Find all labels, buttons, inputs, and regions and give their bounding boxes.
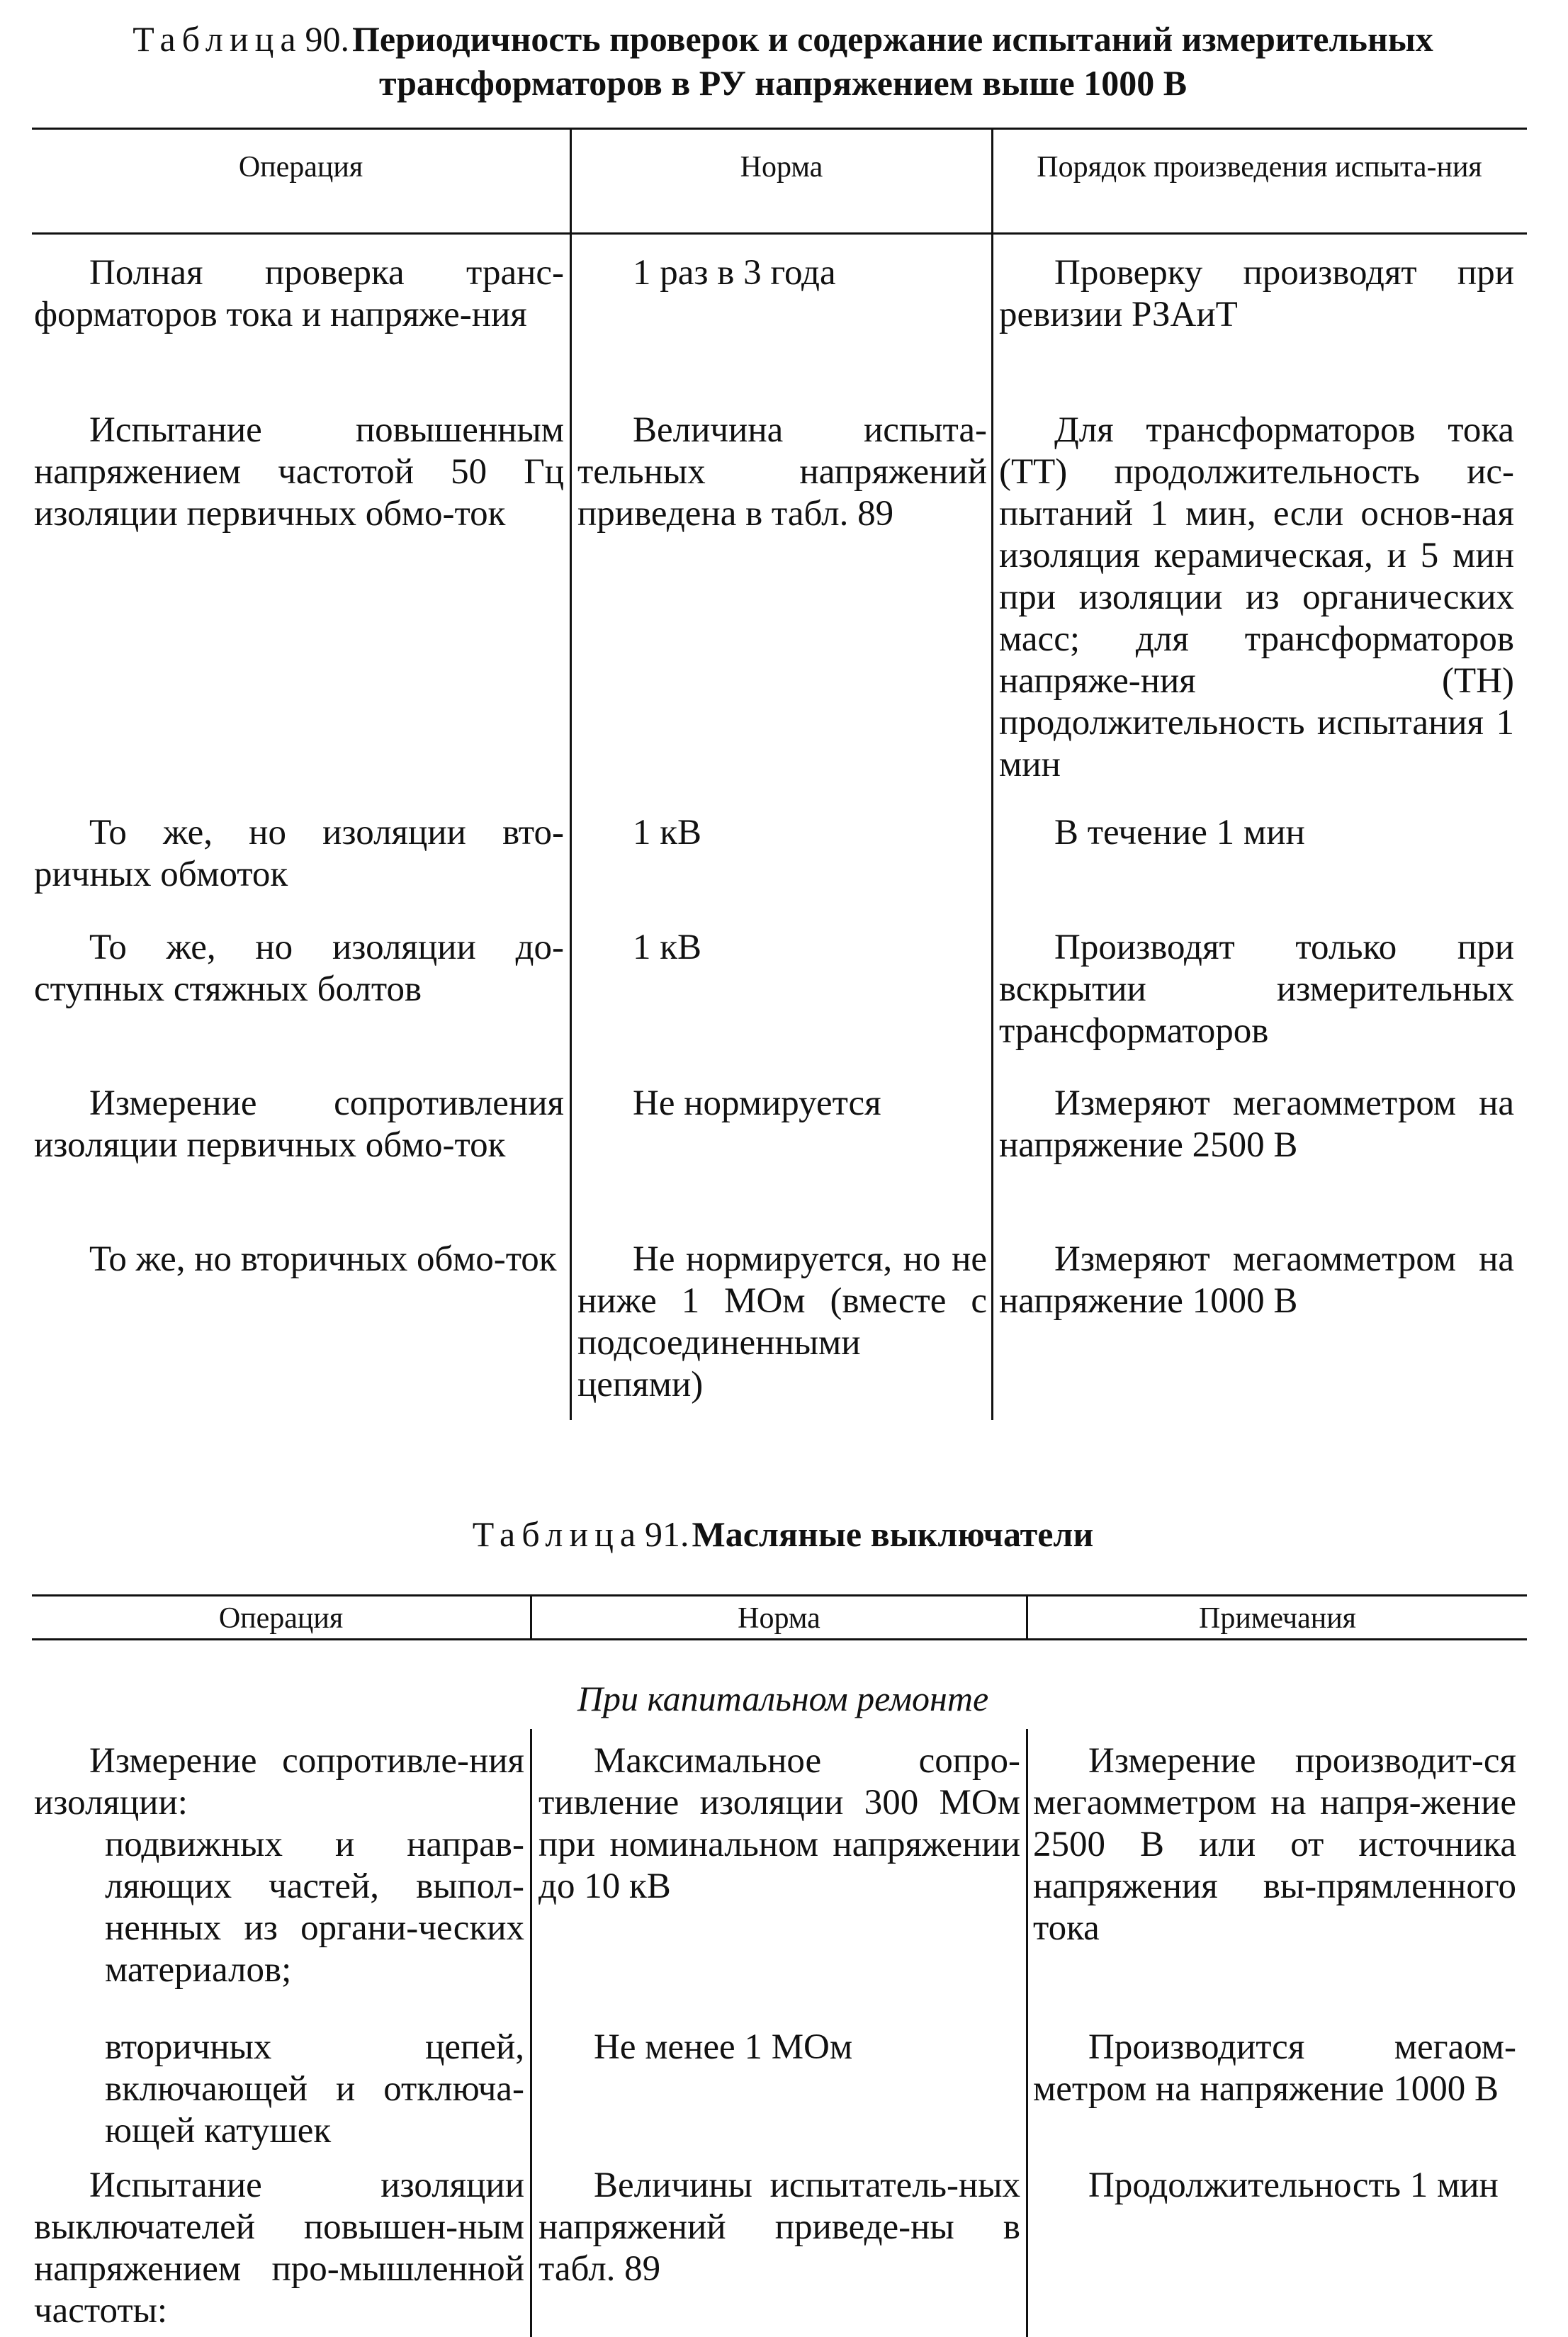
table-91-row3-notes: Продолжительность 1 мин bbox=[1088, 2166, 1499, 2205]
table-90-row3-norm: 1 кВ bbox=[633, 813, 702, 852]
table-90-row4-operation: То же, но изоляции до-ступных стяжных болтов bbox=[34, 928, 564, 1009]
table-91-header-notes: Примечания bbox=[1198, 1602, 1357, 1635]
table-91-title: Масляные выключатели bbox=[692, 1514, 1094, 1554]
table-91-header-operation: Операция bbox=[218, 1602, 344, 1635]
table-90-header-rule bbox=[32, 232, 1527, 235]
table-90-header-norm: Норма bbox=[740, 151, 823, 184]
table-90-row5-operation: Измерение сопротивления изоляции первичных обмо-ток bbox=[34, 1083, 564, 1165]
table-91-col-divider-1 bbox=[530, 1729, 532, 2337]
table-91-header-norm: Норма bbox=[738, 1602, 820, 1635]
table-90-row6-procedure: Измеряют мегаомметром на напряжение 1000 В bbox=[999, 1239, 1514, 1321]
table-90-col-divider-1 bbox=[570, 129, 572, 1420]
table-90-header-operation: Операция bbox=[238, 151, 363, 184]
table-90-row4-procedure: Производят только при вскрытии измерительных трансформаторов bbox=[999, 928, 1514, 1051]
table-91-row3-norm: Величины испытатель-ных напряжений приведе-ны в табл. 89 bbox=[538, 2166, 1020, 2289]
table-90-prefix: Таблица bbox=[132, 19, 303, 59]
table-90-row6-norm: Не нормируется, но не ниже 1 МОм (вместе с подсоединенными цепями) bbox=[577, 1239, 987, 1404]
table-90-row1-procedure: Проверку производят при ревизии РЗАиТ bbox=[999, 253, 1514, 334]
table-91-row2-operation: вторичных цепей, включающей и отключа-ющей катушек bbox=[105, 2027, 524, 2151]
table-91-prefix: Таблица bbox=[472, 1514, 643, 1554]
table-90-row5-norm: Не нормируется bbox=[633, 1083, 881, 1123]
table-90-col-divider-2 bbox=[991, 129, 993, 1420]
table-90-top-rule bbox=[32, 128, 1527, 130]
table-90-row3-procedure: В течение 1 мин bbox=[1054, 813, 1305, 852]
table-91-row1-notes: Измерение производит-ся мегаомметром на напря-жение 2500 В или от источника напряжения вы-прямленного тока bbox=[1033, 1741, 1516, 1948]
table-90-title-line2: трансформаторов в РУ напряжением выше 1000 В bbox=[378, 63, 1188, 103]
table-90-row2-operation: Испытание повышенным напряжением частотой 50 Гц изоляции первичных обмо-ток bbox=[34, 410, 564, 534]
table-91-caption bbox=[28, 1515, 1538, 1554]
table-90-row6-operation: То же, но вторичных обмо-ток bbox=[89, 1239, 557, 1279]
table-90-header-procedure: Порядок произведения испыта-ния bbox=[1037, 151, 1482, 184]
table-91-row1-operation-intro: Измерение сопротивле-ния изоляции: bbox=[34, 1741, 524, 1823]
table-91-row2-norm: Не менее 1 МОм bbox=[594, 2027, 853, 2067]
table-91-col-divider-2 bbox=[1026, 1729, 1028, 2337]
table-91-number: 91. bbox=[645, 1514, 689, 1554]
table-91-row1-operation-sub: подвижных и направ-ляющих частей, выпол-ненных из органи-ческих материалов; bbox=[105, 1825, 524, 1990]
table-90-row4-norm: 1 кВ bbox=[633, 928, 702, 967]
table-90-number: 90. bbox=[305, 19, 350, 59]
table-90-row1-operation: Полная проверка транс-форматоров тока и напряже-ния bbox=[34, 253, 564, 334]
table-91-header-rule bbox=[32, 1638, 1527, 1640]
table-91-row1-norm: Максимальное сопро-тивление изоляции 300 МОм при номинальном напряжении до 10 кВ bbox=[538, 1741, 1020, 1906]
table-90-row3-operation: То же, но изоляции вто-ричных обмоток bbox=[34, 813, 564, 894]
table-90-row2-procedure: Для трансформаторов тока (ТТ) продолжительность ис-пытаний 1 мин, если основ-ная изоляция керамическая, и 5 мин при изоляции из органических масс; для трансформаторов напряже-ния (ТН) продолжительность испытания 1 мин bbox=[999, 410, 1514, 784]
table-90-row2-norm: Величина испыта-тельных напряжений приведена в табл. 89 bbox=[577, 410, 987, 534]
table-90-caption bbox=[28, 20, 1538, 59]
table-90-row5-procedure: Измеряют мегаомметром на напряжение 2500 В bbox=[999, 1083, 1514, 1165]
table-90-row1-norm: 1 раз в 3 года bbox=[633, 253, 836, 293]
table-91-section-title: При капитальном ремонте bbox=[577, 1679, 989, 1718]
table-90-title-line1: Периодичность проверок и содержание испытаний измерительных bbox=[352, 19, 1433, 59]
table-91-row3-operation: Испытание изоляции выключателей повышен-ным напряжением про-мышленной частоты: bbox=[34, 2166, 524, 2331]
table-91-top-rule bbox=[32, 1594, 1527, 1597]
table-91-row1-operation bbox=[34, 1740, 524, 1991]
table-91-row2-notes: Производится мегаом-метром на напряжение 1000 В bbox=[1033, 2027, 1516, 2109]
